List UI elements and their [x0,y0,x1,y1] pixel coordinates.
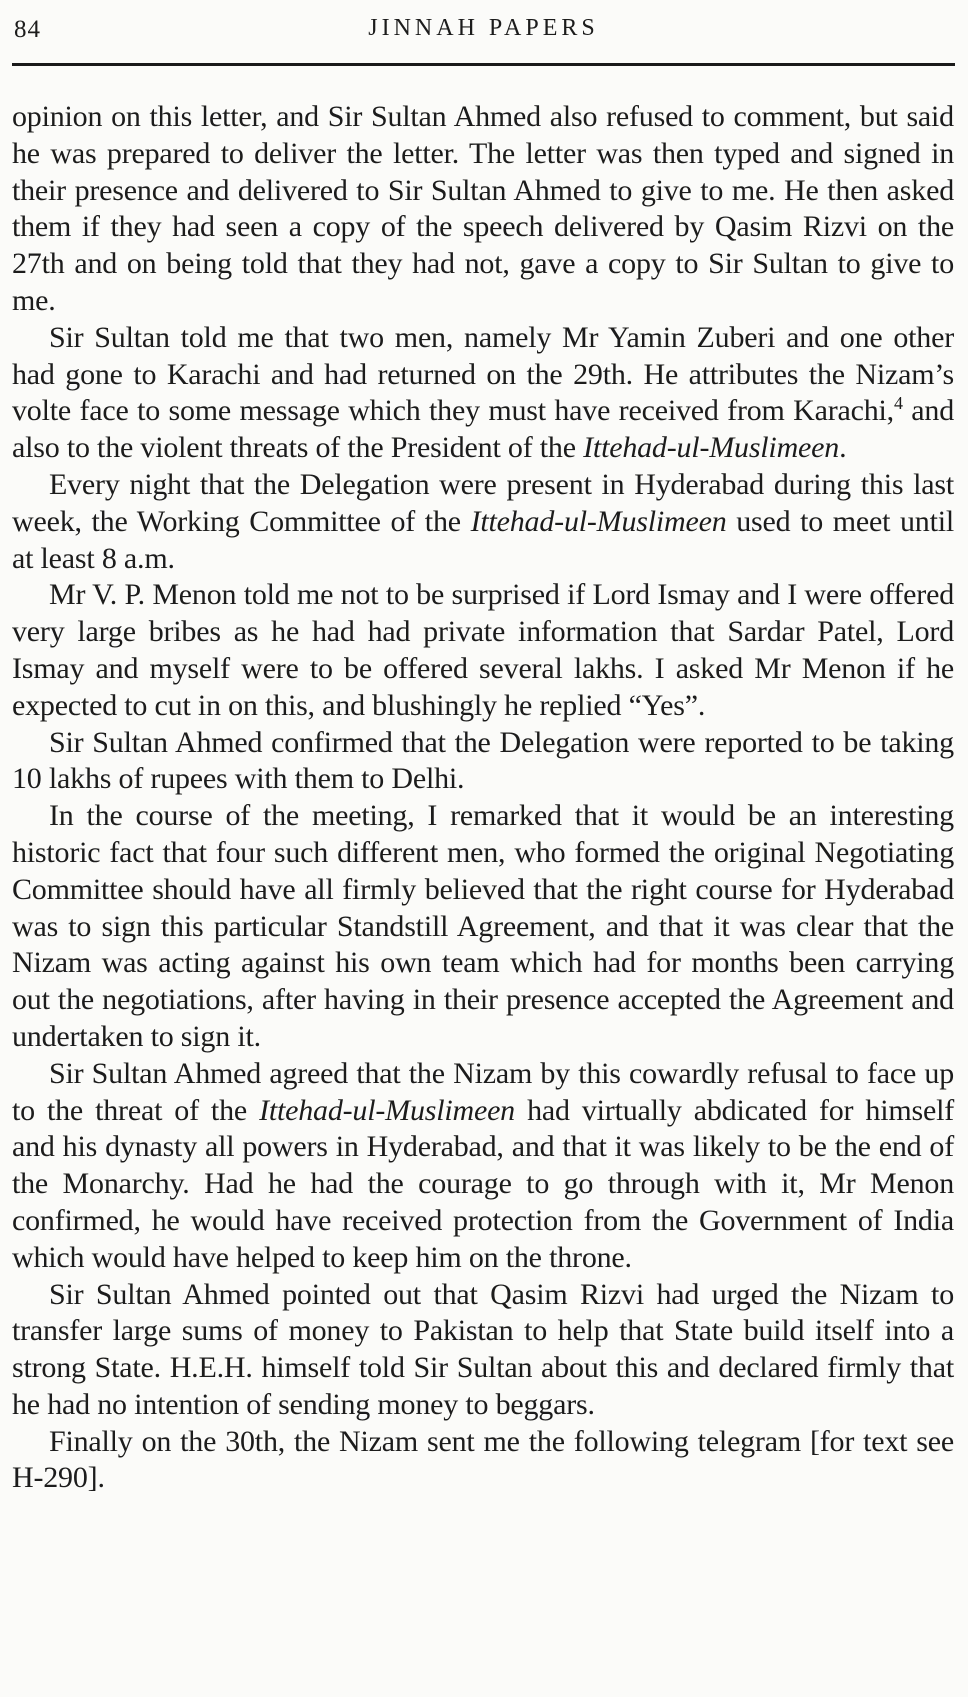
paragraph-7 [12,1056,954,1277]
text-segment: and also to the violent threats of the President of the [12,394,954,465]
paragraph-2 [12,320,954,467]
text-segment: Sir Sultan Ahmed agreed that the Nizam by this cowardly refusal to face up to the threat of the [12,1056,954,1127]
page-header [13,12,954,54]
page-body [12,99,954,1497]
text-segment: opinion on this letter, and Sir Sultan Ahmed also refused to comment, but said he was prepared to deliver the letter. The letter was then typed and signed in their presence and delivered to Sir Sultan Ahmed to give to me. He then asked them if they had seen a copy of the speech delivered by Qasim Rizvi on the 27th and on being told that they had not, gave a copy to Sir Sultan to give to me. [12,100,954,317]
text-segment: . [839,431,847,465]
text-segment: had virtually abdicated for himself and his dynasty all powers in Hyderabad, and that it was likely to be the end of the Monarchy. Had he had the courage to go through with it, Mr Menon confirmed, he would have received protection from the Government of India which would have helped to keep him on the throne. [12,1093,954,1274]
text-segment: Sir Sultan Ahmed pointed out that Qasim Rizvi had urged the Nizam to transfer large sums of money to Pakistan to help that State build itself into a strong State. H.E.H. himself told Sir Sultan about this and declared firmly that he had no intention of sending money to beggars. [12,1277,954,1421]
text-segment: Mr V. P. Menon told me not to be surprised if Lord Ismay and I were offered very large bribes as he had had private information that Sardar Patel, Lord Ismay and myself were to be offered several lakhs. I asked Mr Menon if he expected to cut in on this, and blushingly he replied “Yes”. [12,578,954,722]
text-segment: Sir Sultan Ahmed confirmed that the Delegation were reported to be taking 10 lakhs of rupees with them to Delhi. [12,725,954,796]
paragraph-3 [12,467,954,577]
text-segment: In the course of the meeting, I remarked that it would be an interesting historic fact that four such different men, who formed the original Negotiating Committee should have all firmly believed that the right course for Hyderabad was to sign this particular Standstill Agreement, and that it was clear that the Nizam was acting against his own team which had for months been carrying out the negotiations, after having in their presence accepted the Agreement and undertaken to sign it. [12,799,954,1053]
text-segment: used to meet until at least 8 a.m. [12,504,954,575]
text-segment: Every night that the Delegation were present in Hyderabad during this last week, the Working Committee of the [12,467,954,538]
paragraph-9 [12,1424,954,1498]
text-segment: Sir Sultan told me that two men, namely Mr Yamin Zuberi and one other had gone to Karachi and had returned on the 29th. He attributes the Nizam’s volte face to some message which they must have received from Karachi, [12,320,954,428]
footnote-marker: 4 [893,393,903,414]
italic-term: Ittehad-ul-Muslimeen [259,1093,515,1127]
page-number: 84 [14,16,41,43]
italic-term: Ittehad-ul-Muslimeen [470,504,727,538]
header-rule [12,63,955,66]
paragraph-8 [12,1277,954,1424]
italic-term: Ittehad-ul-Muslimeen [583,431,840,465]
paragraph-4 [12,577,954,724]
paragraph-6 [12,798,954,1056]
paragraph-1 [12,99,954,320]
running-header-title: JINNAH PAPERS [368,15,599,41]
text-segment: Finally on the 30th, the Nizam sent me the following telegram [for text see H-290]. [12,1424,954,1495]
paragraph-5 [12,725,954,799]
